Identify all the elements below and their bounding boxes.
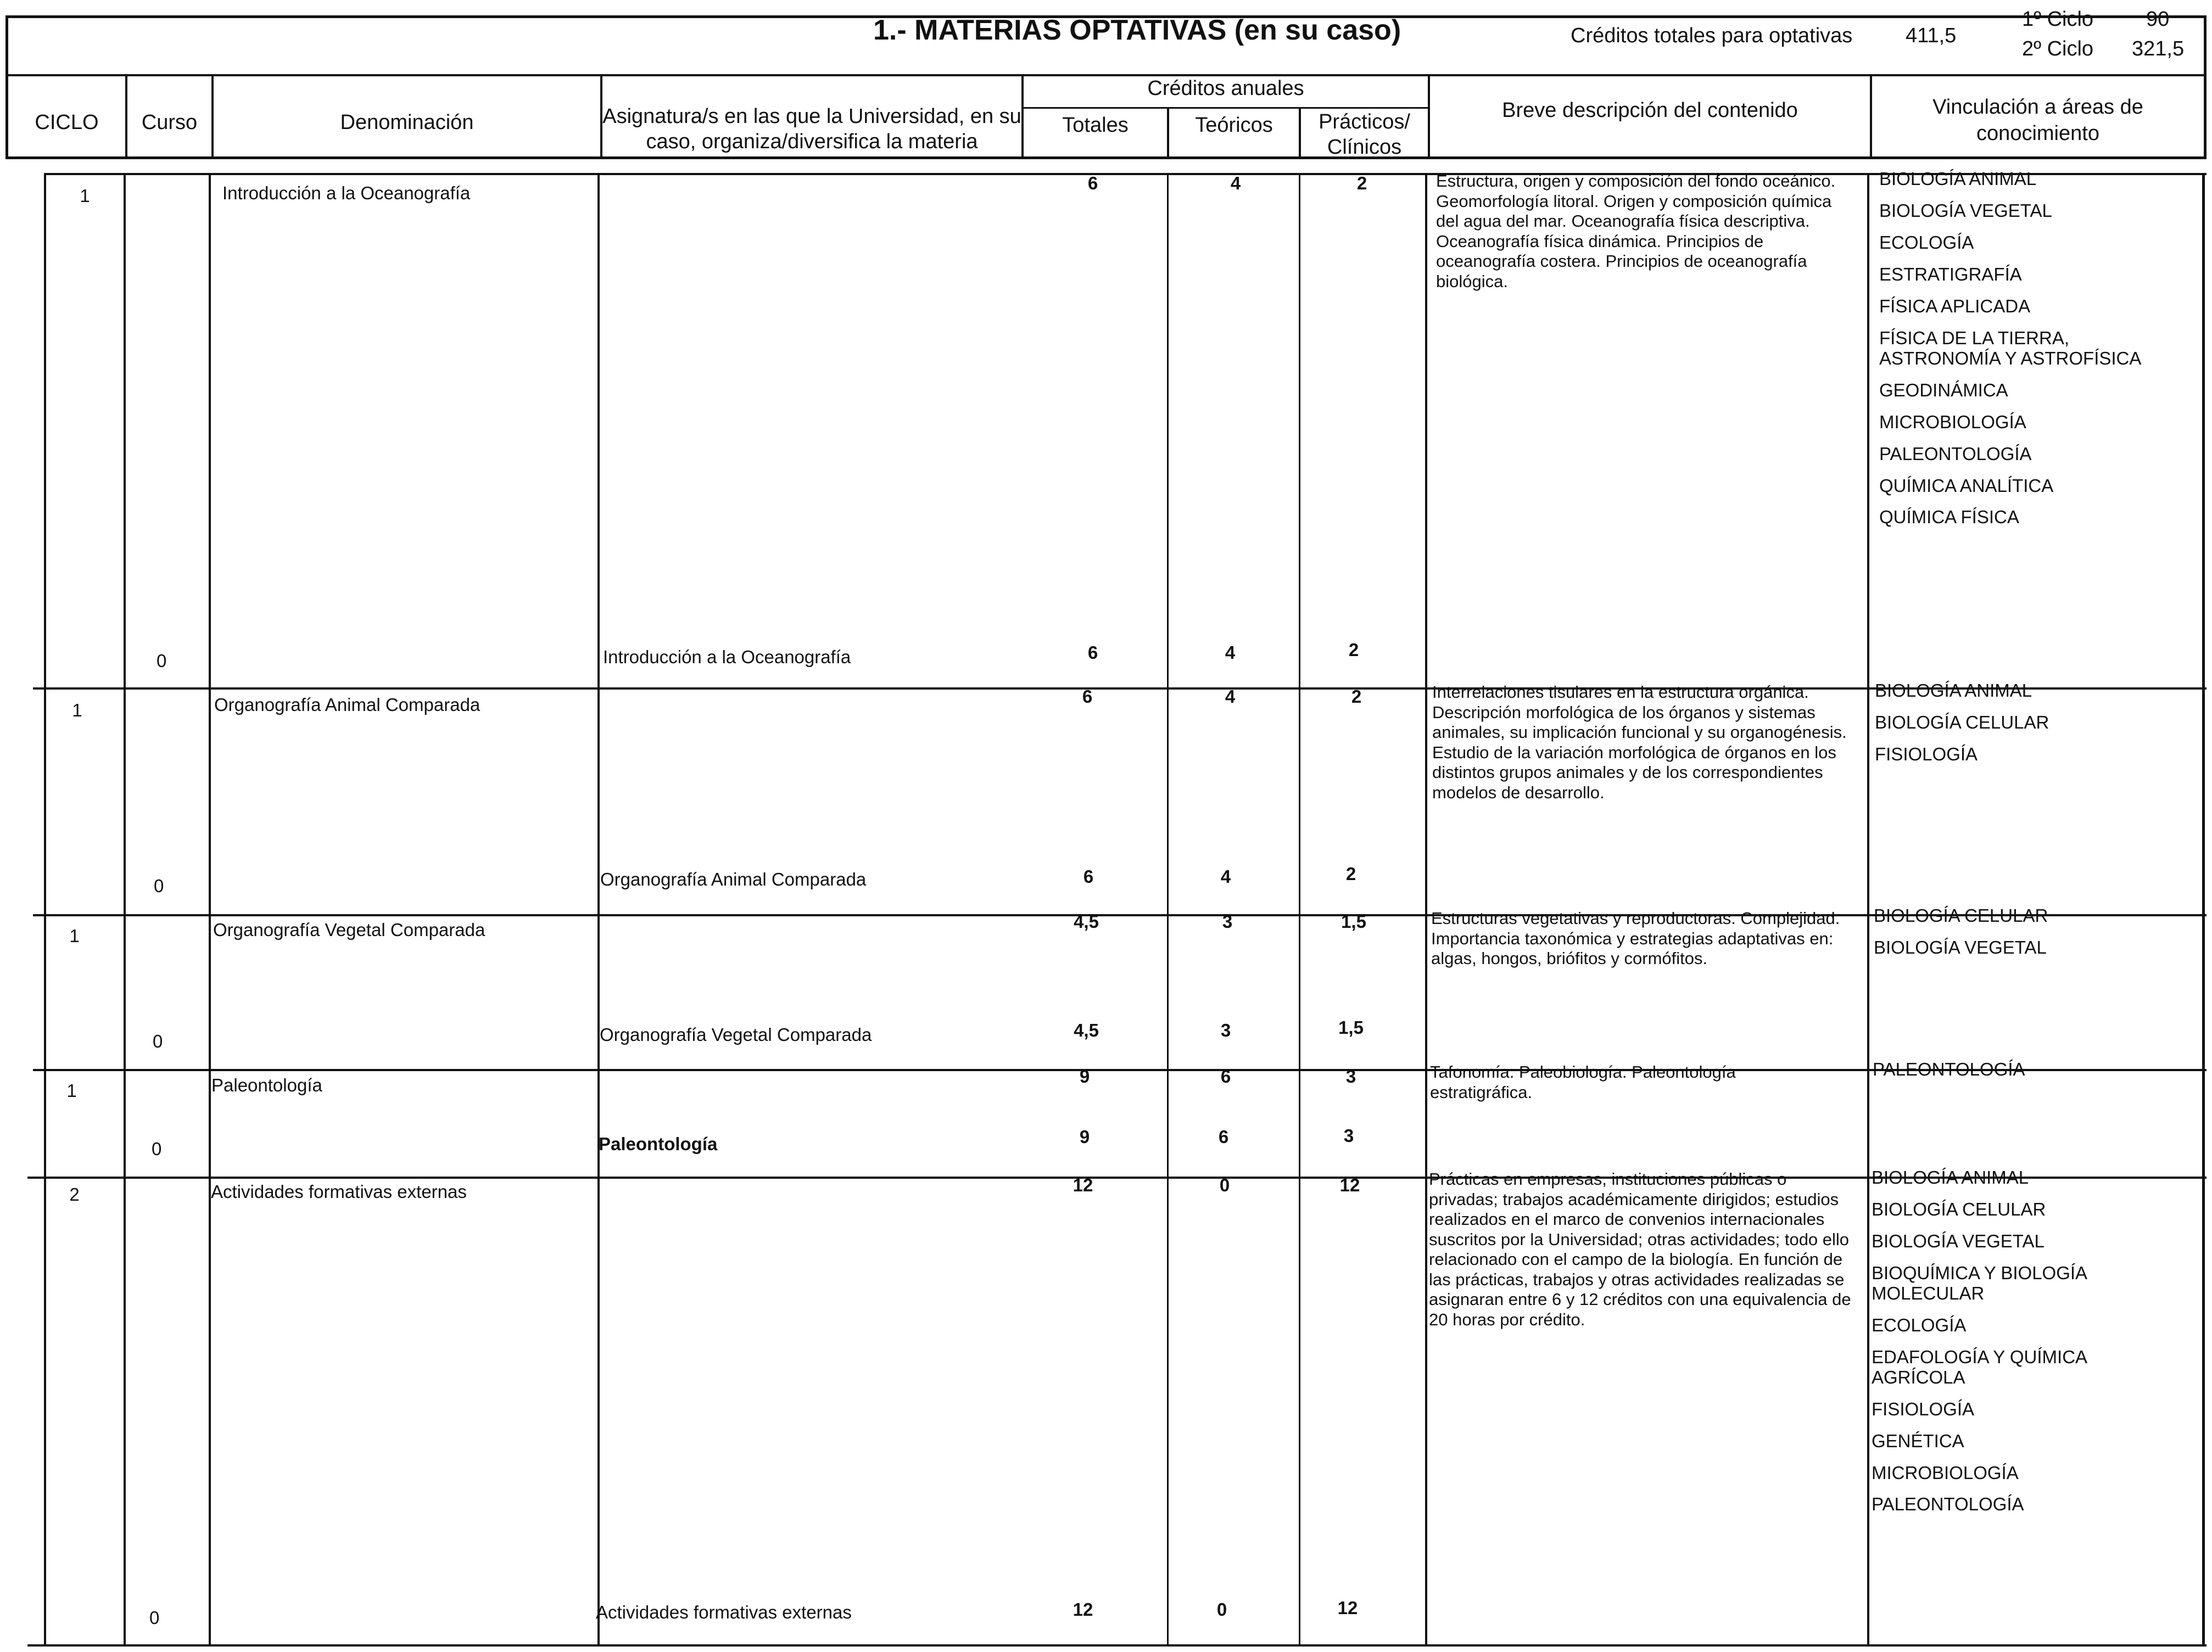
- row-practicos: 12: [1339, 1175, 1360, 1195]
- row-totales: 9: [1079, 1066, 1090, 1087]
- ciclo1-value: 90: [2146, 8, 2170, 31]
- row-separator: [27, 1644, 2207, 1647]
- row-descripcion: Prácticas en empresas, instituciones públicas o privadas; trabajos académicamente dirigidos; estudios realizados en el marco de convenios internacionales suscritos por la Universidad; otras actividades; todo ello relacionado con el campo de la biología. En función de las prácticas, trabajos y otras actividades realizadas se asignaran entre 6 y 12 créditos con una equivalencia de 20 horas por crédito.: [1429, 1169, 1851, 1330]
- area-item: BIOLOGÍA VEGETAL: [1874, 937, 2047, 957]
- row-teoricos: 4: [1230, 173, 1241, 193]
- sub-asignatura: Organografía Vegetal Comparada: [600, 1024, 872, 1045]
- sub-asignatura: Actividades formativas externas: [596, 1602, 852, 1622]
- sub-totales: 4,5: [1074, 1020, 1099, 1040]
- row-teoricos: 0: [1219, 1175, 1230, 1195]
- col-header-ciclo: CICLO: [35, 111, 99, 134]
- area-item: BIOLOGÍA ANIMAL: [1875, 680, 2032, 701]
- row-denominacion: Actividades formativas externas: [211, 1181, 467, 1202]
- row-ciclo: 1: [80, 186, 90, 206]
- area-item: FISIOLOGÍA: [1872, 1398, 1975, 1419]
- area-item: PALEONTOLOGÍA: [1879, 443, 2032, 464]
- area-item: QUÍMICA ANALÍTICA: [1879, 475, 2054, 496]
- area-item: BIOLOGÍA ANIMAL: [1879, 169, 2037, 189]
- row-areas: [1874, 906, 2192, 970]
- ciclo2-label: 2º Ciclo: [2022, 37, 2094, 60]
- body-col-divider: [2202, 173, 2205, 1647]
- sub-totales: 9: [1079, 1127, 1090, 1147]
- sub-teoricos: 4: [1225, 642, 1236, 663]
- row-areas: [1879, 169, 2192, 539]
- row-teoricos: 4: [1225, 686, 1236, 707]
- sub-asignatura: Introducción a la Oceanografía: [603, 647, 851, 667]
- area-item: ECOLOGÍA: [1879, 232, 1974, 253]
- row-practicos: 2: [1351, 686, 1362, 707]
- row-descripcion: Estructuras vegetativas y reproductoras. Complejidad. Importancia taxonómica y estrategias adaptativas en: algas, hongos, briófitos y cormófitos.: [1431, 909, 1840, 968]
- row-teoricos: 3: [1222, 911, 1233, 932]
- sub-curso: 0: [152, 1139, 162, 1159]
- ciclo1-label: 1º Ciclo: [2022, 8, 2094, 31]
- col-header-teoricos: Teóricos: [1195, 114, 1273, 137]
- area-item: FISIOLOGÍA: [1875, 743, 1978, 764]
- area-item: BIOQUÍMICA Y BIOLOGÍA MOLECULAR: [1872, 1262, 2087, 1303]
- row-denominacion: Organografía Vegetal Comparada: [213, 920, 485, 940]
- row-totales: 4,5: [1074, 911, 1099, 932]
- sub-asignatura: Paleontología: [599, 1134, 718, 1154]
- row-totales: 6: [1087, 173, 1098, 193]
- sub-practicos: 1,5: [1338, 1017, 1364, 1038]
- area-item: ESTRATIGRAFÍA: [1879, 264, 2022, 284]
- col-header-vinculacion: Vinculación a áreas de conocimiento: [1932, 96, 2143, 145]
- area-item: ECOLOGÍA: [1872, 1314, 1967, 1335]
- area-item: BIOLOGÍA VEGETAL: [1879, 200, 2052, 221]
- body-col-divider: [1167, 173, 1169, 1647]
- sub-curso: 0: [154, 876, 164, 896]
- creditos-totales-value: 411,5: [1906, 24, 1957, 47]
- area-item: GEODINÁMICA: [1879, 379, 2008, 400]
- sub-practicos: 3: [1343, 1125, 1354, 1146]
- sub-curso: 0: [149, 1608, 160, 1628]
- body-col-divider: [124, 173, 126, 1647]
- body-col-divider: [1425, 173, 1427, 1647]
- row-ciclo: 1: [69, 926, 80, 946]
- ciclo2-value: 321,5: [2132, 37, 2185, 60]
- row-totales: 6: [1082, 686, 1093, 707]
- col-header-asignatura: Asignatura/s en las que la Universidad, en su caso, organiza/diversifica la materia: [602, 105, 1021, 153]
- area-item: FÍSICA DE LA TIERRA, ASTRONOMÍA Y ASTROFÍSICA: [1879, 327, 2142, 368]
- sub-curso: 0: [153, 1031, 163, 1051]
- col-header-denominacion: Denominación: [340, 111, 474, 134]
- row-practicos: 1,5: [1341, 911, 1366, 932]
- body-col-divider: [44, 173, 46, 1647]
- area-item: BIOLOGÍA ANIMAL: [1872, 1167, 2029, 1188]
- area-item: BIOLOGÍA CELULAR: [1874, 905, 2048, 926]
- area-item: MICROBIOLOGÍA: [1872, 1462, 2019, 1483]
- body-col-divider: [209, 173, 211, 1647]
- row-teoricos: 6: [1220, 1066, 1231, 1087]
- sub-practicos: 2: [1345, 864, 1356, 884]
- sub-asignatura: Organografía Animal Comparada: [600, 869, 867, 889]
- row-ciclo: 1: [72, 700, 82, 720]
- creditos-totales-label: Créditos totales para optativas: [1571, 24, 1853, 47]
- row-denominacion: Organografía Animal Comparada: [214, 695, 481, 715]
- sub-practicos: 2: [1348, 640, 1359, 660]
- row-areas: [1873, 1060, 2191, 1091]
- area-item: PALEONTOLOGÍA: [1872, 1494, 2024, 1515]
- col-header-curso: Curso: [141, 111, 198, 134]
- sub-totales: 6: [1083, 866, 1094, 887]
- col-header-creditos-anuales: Créditos anuales: [1147, 77, 1304, 100]
- row-areas: [1872, 1168, 2196, 1526]
- row-descripcion: Estructura, origen y composición del fondo oceánico. Geomorfología litoral. Origen y composición química del agua del mar. Oceanografía física descriptiva. Oceanografía física dinámica. Principios de oceanografía costera. Principios de oceanografía biológica.: [1436, 171, 1836, 291]
- area-item: MICROBIOLOGÍA: [1879, 411, 2026, 432]
- row-ciclo: 1: [66, 1080, 77, 1101]
- area-item: BIOLOGÍA VEGETAL: [1872, 1230, 2045, 1251]
- area-item: PALEONTOLOGÍA: [1873, 1059, 2025, 1079]
- col-header-totales: Totales: [1062, 114, 1129, 137]
- area-item: BIOLOGÍA CELULAR: [1875, 712, 2049, 732]
- page-title: 1.- MATERIAS OPTATIVAS (en su caso): [873, 14, 1401, 46]
- col-header-descripcion: Breve descripción del contenido: [1502, 99, 1798, 122]
- creditos-anuales-underline: [1021, 107, 1428, 109]
- header-right-border: [2204, 15, 2207, 159]
- area-item: BIOLOGÍA CELULAR: [1872, 1199, 2046, 1219]
- body-col-divider: [597, 173, 600, 1647]
- sub-teoricos: 4: [1220, 866, 1231, 887]
- sub-teoricos: 0: [1216, 1599, 1227, 1620]
- row-denominacion: Paleontología: [211, 1075, 322, 1095]
- header-left-border: [5, 15, 8, 159]
- row-denominacion: Introducción a la Oceanografía: [222, 183, 471, 203]
- col-header-practicos: Prácticos/ Clínicos: [1319, 110, 1410, 159]
- area-item: QUÍMICA FÍSICA: [1879, 507, 2019, 528]
- header-bottom-border: [5, 156, 2207, 159]
- sub-practicos: 12: [1337, 1598, 1358, 1618]
- row-descripcion: Interrelaciones tisulares en la estructura orgánica. Descripción morfológica de los órganos y sistemas animales, su implicación funcional y su organogénesis. Estudio de la variación morfológica de órganos en los distintos grupos animales y de los correspondientes modelos de desarrollo.: [1432, 682, 1847, 802]
- body-col-divider: [1867, 173, 1869, 1647]
- row-descripcion: Tafonomía. Paleobiología. Paleontología estratigráfica.: [1430, 1062, 1736, 1102]
- body-col-divider: [1299, 173, 1300, 1647]
- area-item: EDAFOLOGÍA Y QUÍMICA AGRÍCOLA: [1872, 1346, 2087, 1387]
- sub-teoricos: 3: [1220, 1020, 1231, 1040]
- area-item: FÍSICA APLICADA: [1879, 295, 2031, 316]
- sub-totales: 12: [1073, 1599, 1093, 1620]
- row-practicos: 2: [1356, 173, 1367, 193]
- row-practicos: 3: [1345, 1066, 1356, 1087]
- row-ciclo: 2: [69, 1184, 80, 1205]
- row-totales: 12: [1073, 1175, 1093, 1195]
- row-areas: [1875, 681, 2193, 776]
- sub-curso: 0: [157, 651, 167, 671]
- area-item: GENÉTICA: [1872, 1430, 1964, 1451]
- header-title-divider: [5, 74, 2207, 76]
- sub-totales: 6: [1087, 642, 1098, 663]
- sub-teoricos: 6: [1218, 1127, 1229, 1147]
